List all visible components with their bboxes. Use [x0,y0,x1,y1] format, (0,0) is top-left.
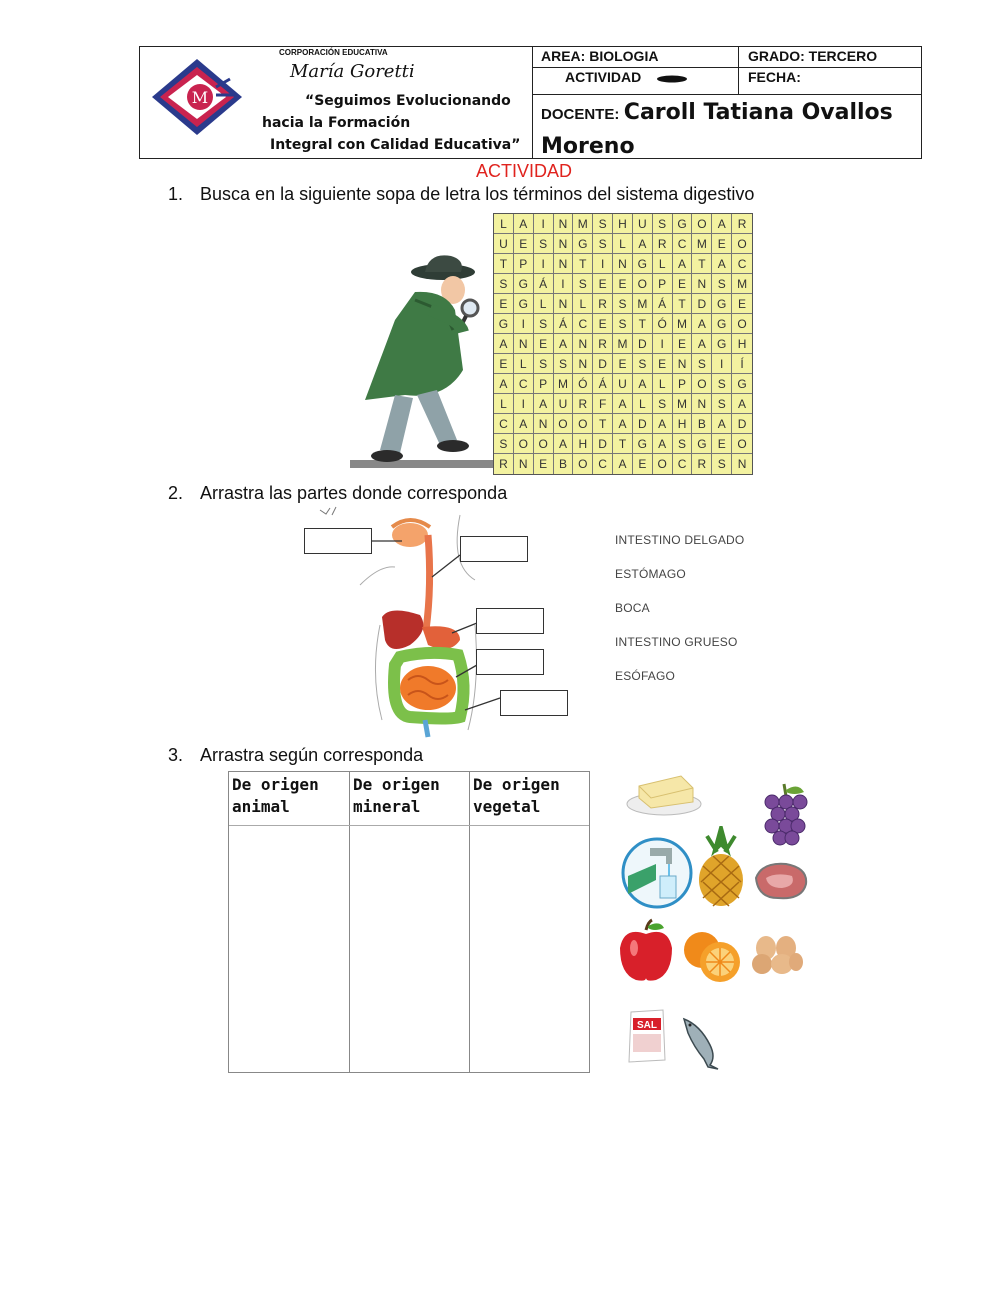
activity-label: ACTIVIDAD [565,69,642,85]
grid-cell[interactable]: O [732,234,752,254]
motto-line-1: “Seguimos Evolucionando [305,93,511,109]
butter-icon[interactable] [625,768,703,818]
grid-cell[interactable]: U [554,394,574,414]
grid-cell[interactable]: M [673,314,693,334]
grid-cell[interactable]: I [712,354,732,374]
grid-cell[interactable]: Á [593,374,613,394]
grid-cell[interactable]: E [673,274,693,294]
grid-cell[interactable]: M [573,214,593,234]
grid-cell[interactable]: C [732,254,752,274]
grid-cell[interactable]: N [554,214,574,234]
grid-cell[interactable]: S [534,314,554,334]
drop-zone-vegetal[interactable] [470,826,589,1072]
grid-cell[interactable]: A [554,334,574,354]
grid-cell[interactable]: B [692,414,712,434]
grid-cell[interactable]: E [494,294,514,314]
grid-cell[interactable]: O [573,454,593,474]
grid-cell[interactable]: A [732,394,752,414]
teacher-label: DOCENTE: [541,106,620,123]
grid-cell[interactable]: C [673,454,693,474]
grid-cell[interactable]: S [692,354,712,374]
grid-cell[interactable]: I [554,274,574,294]
grid-cell[interactable]: P [534,374,554,394]
grid-cell[interactable]: G [573,234,593,254]
grid-cell[interactable]: E [673,334,693,354]
grid-cell[interactable]: E [712,434,732,454]
grid-cell[interactable]: R [653,234,673,254]
grid-cell[interactable]: S [593,234,613,254]
grid-cell[interactable]: T [692,254,712,274]
grid-cell[interactable]: A [494,374,514,394]
grid-cell[interactable]: S [534,354,554,374]
grid-cell[interactable]: B [554,454,574,474]
grid-cell[interactable]: S [494,274,514,294]
date-label: FECHA: [748,69,801,85]
grid-cell[interactable]: O [732,314,752,334]
grid-cell[interactable]: A [633,374,653,394]
grid-cell[interactable]: M [554,374,574,394]
school-logo-icon [150,57,245,137]
question-3 [168,745,423,766]
grid-cell[interactable]: R [732,214,752,234]
grid-cell[interactable]: A [692,334,712,354]
grid-cell[interactable]: P [514,254,534,274]
col-header-vegetal [473,774,560,818]
school-name: María Goretti [290,61,415,82]
grid-cell[interactable]: N [737,457,747,471]
question-1-number: 1. [168,184,184,204]
grid-cell[interactable]: G [712,334,732,354]
grid-cell[interactable]: L [573,294,593,314]
grid-cell[interactable]: S [593,214,613,234]
question-3-text: Arrastra según corresponda [200,745,424,765]
grid-cell[interactable]: G [712,314,732,334]
grid-cell[interactable]: Á [653,294,673,314]
grid-cell[interactable]: G [732,374,752,394]
grid-cell[interactable]: E [613,354,633,374]
grid-cell[interactable]: Á [554,314,574,334]
grid-cell[interactable]: D [633,414,653,434]
salt-bag-icon[interactable] [625,1008,669,1064]
grid-cell[interactable]: T [613,434,633,454]
grid-cell[interactable]: I [514,314,534,334]
question-2-text: Arrastra las partes donde corresponda [200,483,508,503]
grid-cell[interactable]: O [653,454,673,474]
header-table [139,46,922,159]
grid-cell[interactable]: N [514,334,534,354]
page-title: ACTIVIDAD [476,161,573,181]
grid-cell[interactable]: D [593,354,613,374]
water-tap-icon[interactable] [620,836,694,910]
grid-cell[interactable]: G [633,434,653,454]
grid-cell[interactable]: N [554,234,574,254]
question-1 [168,184,754,205]
grid-cell[interactable]: E [613,274,633,294]
grid-cell[interactable]: A [514,414,534,434]
grid-cell[interactable]: H [613,214,633,234]
grid-cell[interactable]: C [494,414,514,434]
teacher-block [541,97,921,165]
grid-cell[interactable]: L [494,394,514,414]
col-header-animal-line2: animal [232,797,290,816]
grid-cell[interactable]: L [514,354,534,374]
grid-cell[interactable]: I [534,254,554,274]
grid-cell[interactable]: T [593,414,613,434]
grid-cell[interactable]: A [712,414,732,434]
question-2-number: 2. [168,483,184,503]
apple-icon[interactable] [616,918,676,984]
grid-cell[interactable]: M [673,394,693,414]
grid-cell[interactable]: S [712,454,732,474]
grid-cell[interactable]: S [534,234,554,254]
col-header-vegetal-line2: vegetal [473,797,541,816]
grid-cell[interactable]: O [514,434,534,454]
col-header-mineral-line2: mineral [353,797,421,816]
grid-cell[interactable]: S [712,374,732,394]
grid-cell[interactable]: I [593,254,613,274]
grid-cell[interactable]: H [732,334,752,354]
grid-cell[interactable]: E [732,294,752,314]
grid-cell[interactable]: S [712,394,732,414]
grid-cell[interactable]: M [732,274,752,294]
grid-cell[interactable]: A [534,394,554,414]
grid-cell[interactable]: S [653,394,673,414]
grid-cell[interactable]: R [692,454,712,474]
grid-cell[interactable]: A [633,234,653,254]
part-boca[interactable]: BOCA [615,601,650,615]
word-search-grid[interactable] [493,213,753,475]
grid-cell[interactable]: T [673,294,693,314]
grid-cell[interactable]: N [514,454,534,474]
grid-cell[interactable]: A [514,214,534,234]
grid-cell[interactable]: A [494,334,514,354]
grid-cell[interactable]: M [613,334,633,354]
col-header-vegetal-line1: De origen [473,775,560,794]
col-header-animal-line1: De origen [232,775,319,794]
grid-cell[interactable]: U [494,234,514,254]
grid-cell[interactable]: L [653,254,673,274]
grid-cell[interactable]: E [633,454,653,474]
grid-cell[interactable]: N [573,354,593,374]
grid-cell[interactable]: O [534,434,554,454]
grid-cell[interactable]: L [494,214,514,234]
grid-cell[interactable]: L [613,234,633,254]
motto-line-2: hacia la Formación [262,115,411,131]
salt-label: SAL [637,1020,657,1031]
grapes-icon[interactable] [758,782,810,848]
grid-cell[interactable]: D [692,294,712,314]
grid-cell[interactable]: L [534,294,554,314]
grid-cell[interactable]: F [593,394,613,414]
grid-cell[interactable]: E [653,354,673,374]
grid-cell[interactable]: S [712,274,732,294]
grid-cell[interactable]: A [712,254,732,274]
grid-cell[interactable]: R [593,334,613,354]
grid-cell[interactable]: I [653,334,673,354]
grid-cell[interactable]: N [554,294,574,314]
grid-cell[interactable]: N [554,254,574,274]
grid-cell[interactable]: S [673,434,693,454]
grid-cell[interactable]: S [573,274,593,294]
grid-cell[interactable]: A [692,314,712,334]
grid-cell[interactable]: A [613,454,633,474]
grid-cell[interactable]: G [494,314,514,334]
question-3-number: 3. [168,745,184,765]
drop-zone-animal[interactable] [229,826,349,1072]
grid-cell[interactable]: R [593,294,613,314]
teacher-name-2: Moreno [541,134,635,159]
grid-cell[interactable]: N [692,274,712,294]
grid-cell[interactable]: N [692,394,712,414]
grid-cell[interactable]: O [573,414,593,434]
grid-cell[interactable]: S [633,354,653,374]
grid-cell[interactable]: U [633,214,653,234]
col-header-animal [232,774,319,818]
drop-box-large-intestine[interactable] [500,690,568,716]
grid-cell[interactable]: N [673,354,693,374]
grid-cell[interactable]: H [673,414,693,434]
drop-box-small-intestine[interactable] [476,649,544,675]
col-header-mineral [353,774,440,818]
grid-cell[interactable]: S [494,434,514,454]
grid-cell[interactable]: A [554,434,574,454]
grid-cell[interactable]: T [633,314,653,334]
grid-cell[interactable]: O [633,274,653,294]
grid-cell[interactable]: C [514,374,534,394]
grid-cell[interactable]: A [653,434,673,454]
grid-cell[interactable]: G [514,294,534,314]
grid-cell[interactable]: E [534,454,554,474]
grid-cell[interactable]: R [494,454,514,474]
fish-icon[interactable] [680,1015,724,1071]
grid-cell[interactable]: C [573,314,593,334]
grid-cell[interactable]: Ó [653,314,673,334]
drop-zone-mineral[interactable] [350,826,469,1072]
grid-cell[interactable]: E [593,314,613,334]
grid-cell[interactable]: H [573,434,593,454]
grid-cell[interactable]: D [593,434,613,454]
grid-cell[interactable]: I [534,214,554,234]
grid-cell[interactable]: G [712,294,732,314]
grid-cell[interactable]: D [732,414,752,434]
logo-letter: M [191,88,209,107]
grid-cell[interactable]: N [534,414,554,434]
part-intestino-delgado[interactable]: INTESTINO DELGADO [615,533,745,547]
grid-cell[interactable]: G [692,434,712,454]
grid-cell[interactable]: A [613,394,633,414]
area-label: AREA: BIOLOGIA [541,48,659,64]
grid-cell[interactable]: C [593,454,613,474]
activity-mark-icon [655,73,689,85]
grid-cell[interactable]: C [673,234,693,254]
grade-label: GRADO: TERCERO [748,48,878,64]
grid-cell[interactable]: E [593,274,613,294]
grid-cell[interactable]: M [692,234,712,254]
grid-cell[interactable]: D [633,334,653,354]
grid-cell[interactable]: E [712,234,732,254]
grid-cell[interactable]: U [613,374,633,394]
classification-table [228,771,590,1073]
grid-cell[interactable]: A [712,214,732,234]
grid-cell[interactable]: O [692,374,712,394]
grid-cell[interactable]: S [613,294,633,314]
grid-cell[interactable]: A [613,414,633,434]
pineapple-icon[interactable] [695,826,747,908]
grid-cell[interactable]: G [673,214,693,234]
teacher-name-1: Caroll Tatiana Ovallos [623,100,893,125]
grid-cell[interactable]: R [573,394,593,414]
part-esofago[interactable]: ESÓFAGO [615,669,676,683]
grid-cell[interactable]: G [514,274,534,294]
grid-cell[interactable]: Ó [573,374,593,394]
grid-cell[interactable]: L [653,374,673,394]
eggs-icon[interactable] [748,932,804,976]
grid-cell[interactable]: E [494,354,514,374]
grid-cell[interactable]: N [613,254,633,274]
grid-cell[interactable]: T [494,254,514,274]
grid-cell[interactable]: O [692,214,712,234]
grid-cell[interactable]: E [514,234,534,254]
col-header-mineral-line1: De origen [353,775,440,794]
grid-cell[interactable]: M [633,294,653,314]
corporation-label: CORPORACIÓN EDUCATIVA [279,48,388,57]
grid-cell[interactable]: N [573,334,593,354]
grid-cell[interactable]: O [554,414,574,434]
grid-cell[interactable]: Á [534,274,554,294]
meat-icon[interactable] [752,858,810,904]
grid-cell[interactable]: I [514,394,534,414]
grid-cell[interactable]: L [633,394,653,414]
detective-illustration [345,250,495,475]
grid-cell[interactable]: P [653,274,673,294]
drop-box-stomach[interactable] [476,608,544,634]
grid-cell[interactable]: A [653,414,673,434]
grid-cell[interactable]: Í [732,354,752,374]
grid-cell[interactable]: T [573,254,593,274]
grid-cell[interactable]: S [653,214,673,234]
drop-box-esophagus[interactable] [460,536,528,562]
motto-line-3: Integral con Calidad Educativa” [270,137,521,153]
grid-cell[interactable]: S [613,314,633,334]
grid-cell[interactable]: S [554,354,574,374]
grid-cell[interactable]: E [534,334,554,354]
part-intestino-grueso[interactable]: INTESTINO GRUESO [615,635,738,649]
grid-cell[interactable]: A [673,254,693,274]
grid-cell[interactable]: P [673,374,693,394]
question-1-text: Busca en la siguiente sopa de letra los términos del sistema digestivo [200,184,755,204]
question-2 [168,483,507,504]
drop-box-mouth[interactable] [304,528,372,554]
grid-cell[interactable]: G [633,254,653,274]
orange-icon[interactable] [682,928,744,984]
grid-cell[interactable]: O [732,434,752,454]
part-estomago[interactable]: ESTÓMAGO [615,567,686,581]
